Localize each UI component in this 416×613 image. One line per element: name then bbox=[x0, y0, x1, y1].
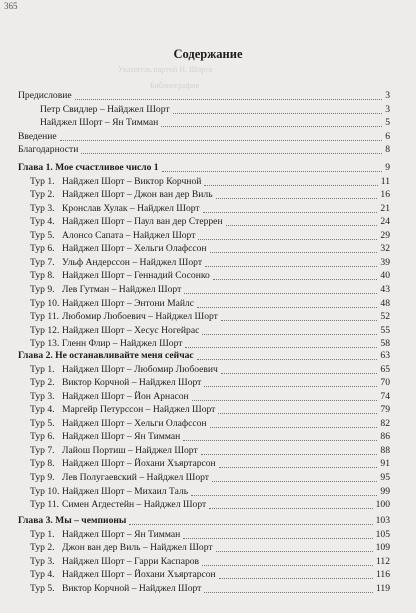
round-entry bbox=[0, 269, 416, 282]
entry-label bbox=[30, 430, 180, 443]
page-ref: 91 bbox=[380, 458, 390, 470]
dot-leader bbox=[184, 292, 377, 294]
page-ref: 105 bbox=[375, 528, 390, 540]
round-entry bbox=[0, 324, 416, 337]
game-title: Найджел Шорт – Йохани Хъяртарсон bbox=[62, 458, 216, 470]
round-label: Тур 2. bbox=[30, 542, 55, 554]
round-label: Тур 9. bbox=[30, 471, 55, 483]
page-ref: 82 bbox=[380, 417, 390, 429]
bleed-through-text: Указатель партий Н. Шорта bbox=[118, 65, 213, 74]
dot-leader bbox=[213, 278, 378, 280]
entry-label bbox=[30, 310, 218, 323]
round-label: Тур 11. bbox=[30, 499, 60, 511]
entry-label bbox=[30, 555, 199, 568]
entry-label bbox=[30, 471, 209, 484]
game-title: Найджел Шорт – Джон ван дер Виль bbox=[62, 189, 213, 201]
game-title: Гленн Флир – Найджел Шорт bbox=[62, 338, 183, 350]
entry-label bbox=[30, 457, 216, 470]
page-ref: 63 bbox=[380, 350, 390, 361]
dot-leader bbox=[192, 399, 378, 401]
round-label: Тур 2. bbox=[30, 377, 55, 389]
page-ref: 3 bbox=[385, 103, 390, 115]
round-entry bbox=[0, 444, 416, 457]
entry-title: Введение bbox=[18, 130, 57, 142]
toc-entry bbox=[0, 89, 416, 102]
dot-leader bbox=[219, 577, 373, 579]
round-entry bbox=[0, 457, 416, 470]
entry-title: Найджел Шорт – Ян Тимман bbox=[40, 117, 159, 129]
game-title: Найджел Шорт – Михаил Таль bbox=[62, 485, 189, 497]
round-entry bbox=[0, 528, 416, 541]
page-ref: 43 bbox=[380, 283, 390, 295]
dot-leader bbox=[218, 412, 377, 414]
dot-leader bbox=[60, 139, 383, 141]
dot-leader bbox=[183, 439, 377, 441]
page-ref: 100 bbox=[375, 499, 390, 511]
entry-label bbox=[30, 541, 213, 554]
round-entry bbox=[0, 390, 416, 403]
game-title: Виктор Корчной – Найджел Шорт bbox=[62, 582, 202, 594]
dot-leader bbox=[198, 238, 377, 240]
page-ref: 3 bbox=[385, 90, 390, 101]
game-title: Найджел Шорт – Ян Тимман bbox=[62, 431, 181, 443]
game-title: Найджел Шорт – Йон Арнасон bbox=[62, 390, 189, 402]
page-ref: 116 bbox=[375, 569, 390, 581]
chapter-heading bbox=[0, 161, 416, 174]
round-entry bbox=[0, 283, 416, 296]
round-label: Тур 10. bbox=[30, 297, 60, 309]
round-label: Тур 3. bbox=[30, 202, 55, 214]
dot-leader bbox=[75, 98, 383, 100]
entry-label bbox=[30, 269, 210, 282]
dot-leader bbox=[212, 480, 377, 482]
page-ref: 95 bbox=[380, 471, 390, 483]
round-entry bbox=[0, 297, 416, 310]
round-entry bbox=[0, 256, 416, 269]
entry-label bbox=[30, 297, 194, 310]
dot-leader bbox=[202, 564, 373, 566]
game-title: Ульф Андерссон – Найджел Шорт bbox=[62, 256, 203, 268]
game-title: Алонсо Сапата – Найджел Шорт bbox=[62, 229, 196, 241]
round-entry bbox=[0, 310, 416, 323]
game-title: Симен Агдестейн – Найджел Шорт bbox=[62, 499, 207, 511]
chapter-title: Глава 3. Мы – чемпионы bbox=[18, 515, 127, 526]
entry-label bbox=[30, 403, 215, 416]
game-title: Лев Полугаевский – Найджел Шорт bbox=[62, 471, 210, 483]
dot-leader bbox=[221, 372, 378, 374]
game-title: Найджел Шорт – Любомир Любоевич bbox=[62, 363, 218, 375]
game-title: Кронслав Хулак – Найджел Шорт bbox=[62, 202, 200, 214]
dot-leader bbox=[226, 224, 378, 226]
round-entry bbox=[0, 403, 416, 416]
round-entry bbox=[0, 471, 416, 484]
game-title: Маргейр Петурссон – Найджел Шорт bbox=[62, 404, 216, 416]
round-label: Тур 5. bbox=[30, 417, 55, 429]
page-ref: 70 bbox=[380, 377, 390, 389]
round-label: Тур 9. bbox=[30, 283, 55, 295]
page-ref: 24 bbox=[380, 216, 390, 228]
entry-label bbox=[30, 202, 200, 215]
dot-leader bbox=[162, 170, 383, 172]
entry-title: Предисловие bbox=[18, 90, 72, 101]
entry-label bbox=[30, 229, 195, 242]
page-ref: 8 bbox=[385, 144, 390, 156]
entry-label bbox=[30, 444, 198, 457]
toc-entry bbox=[0, 116, 416, 129]
round-label: Тур 3. bbox=[30, 555, 55, 567]
chapter-heading bbox=[0, 514, 416, 527]
round-entry bbox=[0, 242, 416, 255]
page-title: Содержание bbox=[173, 47, 243, 61]
entry-label bbox=[30, 417, 207, 430]
entry-label bbox=[30, 324, 199, 337]
round-entry bbox=[0, 555, 416, 568]
round-label: Тур 1. bbox=[30, 175, 55, 187]
dot-leader bbox=[210, 251, 378, 253]
page-ref: 40 bbox=[380, 270, 390, 282]
dot-leader bbox=[202, 333, 377, 335]
game-title: Найджел Шорт – Энтони Майлс bbox=[62, 297, 195, 309]
round-entry bbox=[0, 417, 416, 430]
round-label: Тур 1. bbox=[30, 528, 55, 540]
dot-leader bbox=[81, 152, 382, 154]
page-ref: 103 bbox=[375, 515, 390, 526]
dot-leader bbox=[197, 358, 378, 360]
game-title: Джон ван дер Виль – Найджел Шорт bbox=[62, 542, 213, 554]
page-ref: 39 bbox=[380, 256, 390, 268]
page-ref: 11 bbox=[380, 175, 390, 187]
page-number: 365 bbox=[4, 1, 18, 11]
toc-entry bbox=[0, 130, 416, 143]
toc-entry bbox=[0, 143, 416, 156]
entry-label bbox=[30, 242, 207, 255]
round-label: Тур 4. bbox=[30, 216, 55, 228]
dot-leader bbox=[203, 211, 378, 213]
entry-label bbox=[30, 376, 201, 389]
dot-leader bbox=[209, 507, 372, 509]
dot-leader bbox=[183, 537, 372, 539]
round-entry bbox=[0, 229, 416, 242]
page-ref: 119 bbox=[375, 582, 390, 594]
page-ref: 99 bbox=[380, 485, 390, 497]
dot-leader bbox=[210, 426, 378, 428]
page-ref: 6 bbox=[385, 130, 390, 142]
page-ref: 112 bbox=[375, 555, 390, 567]
bleed-through-text: Библиография bbox=[150, 81, 199, 90]
round-entry bbox=[0, 202, 416, 215]
entry-label bbox=[30, 175, 201, 188]
round-entry bbox=[0, 582, 416, 595]
round-entry bbox=[0, 430, 416, 443]
dot-leader bbox=[201, 453, 378, 455]
dot-leader bbox=[204, 184, 377, 186]
game-title: Любомир Любоевич – Найджел Шорт bbox=[62, 311, 218, 323]
chapter-title: Глава 2. Не останавливайте меня сейчас bbox=[18, 350, 194, 361]
dot-leader bbox=[185, 346, 377, 348]
round-entry bbox=[0, 175, 416, 188]
dot-leader bbox=[216, 550, 373, 552]
page-ref: 58 bbox=[380, 338, 390, 350]
round-entry bbox=[0, 498, 416, 511]
entry-label bbox=[30, 390, 189, 403]
round-label: Тур 11. bbox=[30, 311, 60, 323]
round-entry bbox=[0, 363, 416, 376]
dot-leader bbox=[197, 306, 377, 308]
entry-label bbox=[30, 188, 213, 201]
page-ref: 79 bbox=[380, 404, 390, 416]
entry-title: Благодарности bbox=[18, 144, 79, 156]
chapter-title: Глава 1. Мое счастливое число 1 bbox=[18, 162, 159, 173]
round-label: Тур 6. bbox=[30, 243, 55, 255]
game-title: Найджел Шорт – Виктор Корчной bbox=[62, 175, 202, 187]
round-label: Тур 5. bbox=[30, 582, 55, 594]
page-ref: 48 bbox=[380, 297, 390, 309]
entry-label bbox=[30, 582, 201, 595]
page-ref: 65 bbox=[380, 363, 390, 375]
game-title: Найджел Шорт – Геннадий Сосонко bbox=[62, 270, 210, 282]
dot-leader bbox=[204, 385, 377, 387]
page-ref: 86 bbox=[380, 431, 390, 443]
round-label: Тур 5. bbox=[30, 229, 55, 241]
game-title: Лев Гутман – Найджел Шорт bbox=[62, 283, 182, 295]
dot-leader bbox=[221, 319, 378, 321]
dot-leader bbox=[161, 125, 382, 127]
round-entry bbox=[0, 541, 416, 554]
game-title: Найджел Шорт – Паул ван дер Стеррен bbox=[62, 216, 223, 228]
page-ref: 109 bbox=[375, 542, 390, 554]
round-label: Тур 6. bbox=[30, 431, 55, 443]
dot-leader bbox=[191, 494, 377, 496]
page-ref: 16 bbox=[380, 189, 390, 201]
page-ref: 5 bbox=[385, 117, 390, 129]
page-ref: 21 bbox=[380, 202, 390, 214]
round-label: Тур 4. bbox=[30, 404, 55, 416]
game-title: Найджел Шорт – Хесус Ногейрас bbox=[62, 324, 200, 336]
round-entry bbox=[0, 568, 416, 581]
entry-title: Петр Свидлер – Найджел Шорт bbox=[40, 103, 170, 115]
entry-label bbox=[30, 528, 180, 541]
round-label: Тур 7. bbox=[30, 256, 55, 268]
dot-leader bbox=[205, 265, 377, 267]
round-label: Тур 12. bbox=[30, 324, 60, 336]
page-ref: 29 bbox=[380, 229, 390, 241]
round-entry bbox=[0, 485, 416, 498]
game-title: Виктор Корчной – Найджел Шорт bbox=[62, 377, 202, 389]
page-ref: 74 bbox=[380, 390, 390, 402]
chapter-heading bbox=[0, 349, 416, 362]
round-label: Тур 10. bbox=[30, 485, 60, 497]
entry-label bbox=[30, 283, 181, 296]
entry-label bbox=[30, 256, 202, 269]
round-entry bbox=[0, 188, 416, 201]
round-entry bbox=[0, 376, 416, 389]
page-ref: 32 bbox=[380, 243, 390, 255]
entry-label bbox=[30, 363, 218, 376]
round-label: Тур 1. bbox=[30, 363, 55, 375]
page-ref: 55 bbox=[380, 324, 390, 336]
entry-label bbox=[30, 215, 223, 228]
dot-leader bbox=[173, 112, 383, 114]
entry-label bbox=[30, 568, 216, 581]
round-label: Тур 7. bbox=[30, 444, 55, 456]
page-ref: 88 bbox=[380, 444, 390, 456]
game-title: Найджел Шорт – Йохани Хъяртарсон bbox=[62, 569, 216, 581]
dot-leader bbox=[204, 591, 373, 593]
game-title: Найджел Шорт – Хельги Олафссон bbox=[62, 243, 207, 255]
game-title: Лайош Портиш – Найджел Шорт bbox=[62, 444, 198, 456]
toc-entry bbox=[0, 103, 416, 116]
dot-leader bbox=[129, 523, 372, 525]
round-label: Тур 3. bbox=[30, 390, 55, 402]
page-ref: 52 bbox=[380, 311, 390, 323]
dot-leader bbox=[219, 466, 378, 468]
round-label: Тур 2. bbox=[30, 189, 55, 201]
game-title: Найджел Шорт – Гарри Каспаров bbox=[62, 555, 200, 567]
round-label: Тур 13. bbox=[30, 338, 60, 350]
round-entry bbox=[0, 215, 416, 228]
entry-label bbox=[30, 498, 206, 511]
dot-leader bbox=[216, 197, 378, 199]
game-title: Найджел Шорт – Хельги Олафссон bbox=[62, 417, 207, 429]
round-label: Тур 8. bbox=[30, 458, 55, 470]
entry-label bbox=[30, 485, 188, 498]
page-ref: 9 bbox=[385, 162, 390, 173]
game-title: Найджел Шорт – Ян Тимман bbox=[62, 528, 181, 540]
round-label: Тур 8. bbox=[30, 270, 55, 282]
round-label: Тур 4. bbox=[30, 569, 55, 581]
